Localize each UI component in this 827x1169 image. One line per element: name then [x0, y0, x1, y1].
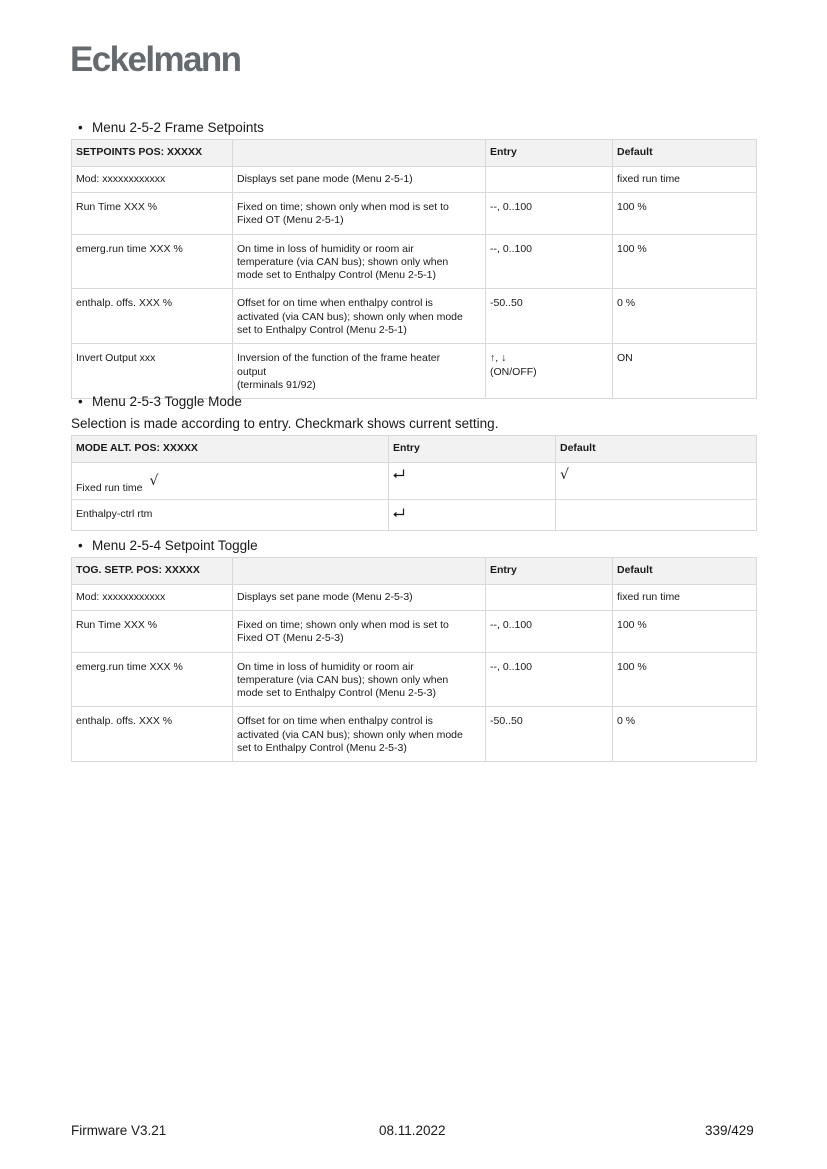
- default-cell: [556, 463, 757, 500]
- table-row: [72, 167, 757, 193]
- param-cell: enthalp. offs. XXX %: [72, 707, 233, 762]
- table-row: [72, 652, 757, 707]
- description-cell: Offset for on time when enthalpy control is activated (via CAN bus); shown only when mode set to Enthalpy Control (Menu 2-5-1): [233, 289, 486, 344]
- table-row: [72, 707, 757, 762]
- logo: Eckelmann: [70, 40, 241, 79]
- table-header-row: [72, 140, 757, 167]
- column-header: SETPOINTS POS: XXXXX: [72, 140, 233, 167]
- default-cell: 100 %: [613, 234, 757, 289]
- default-cell: fixed run time: [613, 167, 757, 193]
- column-header: Entry: [486, 558, 613, 585]
- entry-cell: ↑, ↓ (ON/OFF): [486, 344, 613, 399]
- param-cell: Mod: xxxxxxxxxxxx: [72, 167, 233, 193]
- entry-cell: -50..50: [486, 289, 613, 344]
- footer-page-number: 339/429: [705, 1123, 754, 1138]
- default-cell: 100 %: [613, 611, 757, 653]
- table-row: [72, 193, 757, 235]
- param-cell: emerg.run time XXX %: [72, 652, 233, 707]
- table-header-row: [72, 436, 757, 463]
- column-header: MODE ALT. POS: XXXXX: [72, 436, 389, 463]
- column-header: Entry: [389, 436, 556, 463]
- param-cell: Mod: xxxxxxxxxxxx: [72, 585, 233, 611]
- table-row: [72, 585, 757, 611]
- param-cell: Run Time XXX %: [72, 193, 233, 235]
- column-header: [233, 140, 486, 167]
- param-cell: emerg.run time XXX %: [72, 234, 233, 289]
- table-row: [72, 611, 757, 653]
- column-header: Default: [556, 436, 757, 463]
- enter-key-icon[interactable]: [393, 469, 405, 479]
- entry-cell: [486, 167, 613, 193]
- table-row: [72, 463, 757, 500]
- description-cell: Displays set pane mode (Menu 2-5-1): [233, 167, 486, 193]
- section-heading-setpoint-toggle: • Menu 2-5-4 Setpoint Toggle: [78, 538, 258, 553]
- table-row: [72, 500, 757, 531]
- entry-cell[interactable]: [389, 463, 556, 500]
- section-heading-frame-setpoints: • Menu 2-5-2 Frame Setpoints: [78, 120, 264, 135]
- table-frame-setpoints: [71, 139, 757, 399]
- table-header-row: [72, 558, 757, 585]
- table-row: [72, 344, 757, 399]
- column-header: [233, 558, 486, 585]
- param-cell: Invert Output xxx: [72, 344, 233, 399]
- entry-cell: --, 0..100: [486, 652, 613, 707]
- description-cell: On time in loss of humidity or room air temperature (via CAN bus); shown only when mode set to Enthalpy Control (Menu 2-5-1): [233, 234, 486, 289]
- default-cell: [556, 500, 757, 531]
- param-cell: Fixed run time √: [72, 463, 389, 500]
- param-cell: Enthalpy-ctrl rtm: [72, 500, 389, 531]
- description-cell: Displays set pane mode (Menu 2-5-3): [233, 585, 486, 611]
- column-header: Default: [613, 558, 757, 585]
- entry-cell: [486, 585, 613, 611]
- footer-date: 08.11.2022: [379, 1123, 446, 1138]
- default-cell: ON: [613, 344, 757, 399]
- footer-firmware: Firmware V3.21: [71, 1123, 167, 1138]
- description-cell: On time in loss of humidity or room air temperature (via CAN bus); shown only when mode set to Enthalpy Control (Menu 2-5-3): [233, 652, 486, 707]
- param-cell: enthalp. offs. XXX %: [72, 289, 233, 344]
- param-cell: Run Time XXX %: [72, 611, 233, 653]
- enter-key-icon[interactable]: [393, 508, 405, 518]
- description-cell: Fixed on time; shown only when mod is set to Fixed OT (Menu 2-5-1): [233, 193, 486, 235]
- default-cell: 0 %: [613, 707, 757, 762]
- section-heading-toggle-mode: • Menu 2-5-3 Toggle Mode: [78, 394, 242, 409]
- checkmark-icon: √: [560, 467, 569, 483]
- default-cell: fixed run time: [613, 585, 757, 611]
- section-intro: Selection is made according to entry. Checkmark shows current setting.: [71, 416, 499, 431]
- default-cell: 0 %: [613, 289, 757, 344]
- default-cell: 100 %: [613, 193, 757, 235]
- entry-cell: --, 0..100: [486, 234, 613, 289]
- entry-cell: --, 0..100: [486, 193, 613, 235]
- table-row: [72, 289, 757, 344]
- checkmark-icon: √: [149, 472, 159, 489]
- description-cell: Offset for on time when enthalpy control is activated (via CAN bus); shown only when mode set to Enthalpy Control (Menu 2-5-3): [233, 707, 486, 762]
- table-row: [72, 234, 757, 289]
- entry-cell[interactable]: [389, 500, 556, 531]
- table-setpoint-toggle: [71, 557, 757, 762]
- entry-cell: -50..50: [486, 707, 613, 762]
- entry-cell: --, 0..100: [486, 611, 613, 653]
- description-cell: Fixed on time; shown only when mod is set to Fixed OT (Menu 2-5-3): [233, 611, 486, 653]
- description-cell: Inversion of the function of the frame heater output (terminals 91/92): [233, 344, 486, 399]
- default-cell: 100 %: [613, 652, 757, 707]
- column-header: Entry: [486, 140, 613, 167]
- table-toggle-mode: [71, 435, 757, 531]
- column-header: Default: [613, 140, 757, 167]
- column-header: TOG. SETP. POS: XXXXX: [72, 558, 233, 585]
